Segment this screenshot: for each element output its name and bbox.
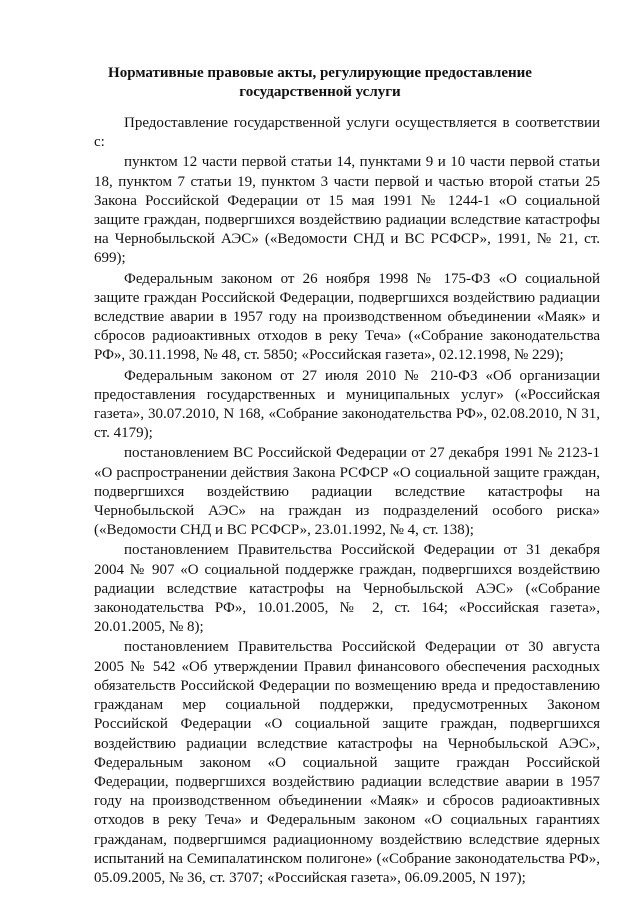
paragraph-law-210-fz: Федеральным законом от 27 июля 2010 № 210-ФЗ «Об организации предоставления государственных и муниципальных услуг» («Российская газета», 30.07.2010, N 168, «Собрание законодательства РФ», 02.08.2010, N 31, ст. 4179);	[94, 367, 600, 442]
document-title	[60, 64, 580, 102]
paragraph-resolution-907: постановлением Правительства Российской Федерации от 31 декабря 2004 № 907 «О социальной поддержке граждан, подвергшихся воздействию радиации вследствие катастрофы на Чернобыльской АЭС» («Собрание законодательства РФ», 10.01.2005, № 2, ст. 164; «Российская газета», 20.01.2005, № 8);	[94, 542, 600, 636]
paragraph-law-1244-1: пунктом 12 части первой статьи 14, пунктами 9 и 10 части первой статьи 18, пунктом 7 статьи 19, пунктом 3 части первой и частью второй статьи 25 Закона Российской Федерации от 15 мая 1991 № 1244-1 «О социальной защите граждан, подвергшихся воздействию радиации вследствие катастрофы на Чернобыльской АЭС» («Ведомости СНД и ВС РСФСР», 1991, № 21, ст. 699);	[94, 154, 600, 267]
document-body	[94, 114, 600, 889]
paragraph-resolution-542: постановлением Правительства Российской Федерации от 30 августа 2005 № 542 «Об утверждении Правил финансового обеспечения расходных обязательств Российской Федерации по возмещению вреда и предоставлению гражданам мер социальной поддержки, предусмотренных Законом Российской Федерации «О социальной защите граждан, подвергшихся воздействию радиации вследствие катастрофы на Чернобыльской АЭС», Федеральным законом «О социальной защите граждан Российской Федерации, подвергшихся воздействию радиации вследствие аварии в 1957 году на производственном объединении «Маяк» и сбросов радиоактивных отходов в реку Теча» и Федеральным законом «О социальных гарантиях гражданам, подвергшимся радиационному воздействию вследствие ядерных испытаний на Семипалатинском полигоне» («Собрание законодательства РФ», 05.09.2005, № 36, ст. 3707; «Российская газета», 06.09.2005, N 197);	[94, 639, 600, 886]
paragraph-resolution-2123-1: постановлением ВС Российской Федерации от 27 декабря 1991 № 2123-1 «О распространении действия Закона РСФСР «О социальной защите граждан, подвергшихся воздействию радиации вследствие катастрофы на Чернобыльской АЭС» на граждан из подразделений особого риска» («Ведомости СНД и ВС РСФСР», 23.01.1992, № 4, ст. 138);	[94, 445, 600, 539]
intro-paragraph: Предоставление государственной услуги осуществляется в соответствии с:	[94, 115, 600, 151]
title-line-1: Нормативные правовые акты, регулирующие предоставление	[108, 65, 532, 81]
paragraph-law-175-fz: Федеральным законом от 26 ноября 1998 № 175-ФЗ «О социальной защите граждан Российской Федерации, подвергшихся воздействию радиации вследствие аварии в 1957 году на производственном объединении «Маяк» и сбросов радиоактивных отходов в реку Теча» («Собрание законодательства РФ», 30.11.1998, № 48, ст. 5850; «Российская газета», 02.12.1998, № 229);	[94, 270, 600, 364]
title-line-2: государственной услуги	[239, 84, 401, 100]
